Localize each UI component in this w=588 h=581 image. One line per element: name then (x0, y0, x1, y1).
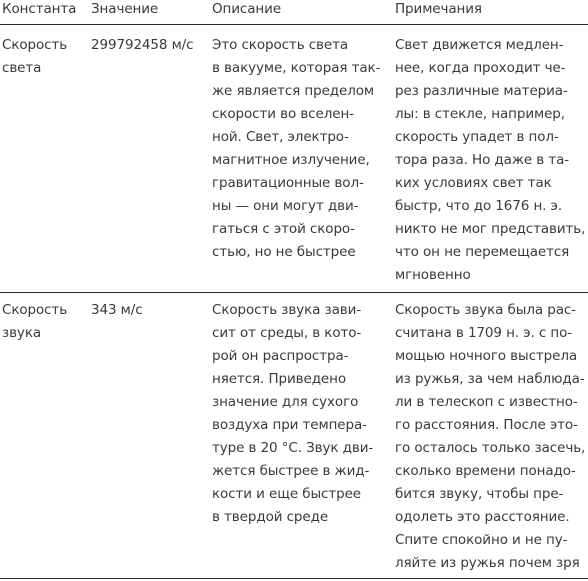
header-description: Описание (212, 1, 282, 17)
row-divider (0, 292, 588, 293)
row-text-line: 299792458 м/с (91, 37, 194, 53)
header-constant: Константа (2, 1, 77, 17)
row-text-line: магнитное излучение, (212, 152, 370, 168)
row-divider (0, 578, 588, 579)
header-value: Значение (91, 1, 159, 17)
header-divider (0, 24, 588, 25)
row-text-line: считана в 1709 н. э. с по- (395, 325, 573, 341)
row-text-line: рез различные материа- (395, 83, 568, 99)
row-text-line: стью, но не быстрее (212, 244, 356, 260)
row-text-line: 343 м/с (91, 302, 143, 318)
row-text-line: тора раза. Но даже в та- (395, 152, 570, 168)
row-text-line: Это скорость света (212, 37, 349, 53)
row-notes (395, 299, 588, 575)
row-text-line: Скорость звука была рас- (395, 302, 576, 318)
row-text-line: Свет движется медлен- (395, 37, 564, 53)
row-notes (395, 34, 588, 287)
row-text-line: из ружья, за чем наблюда- (395, 371, 585, 387)
row-text-line: скорость упадет в пол- (395, 129, 559, 145)
row-text-line: гаться с этой скоро- (212, 221, 355, 237)
row-text-line: кости и еще быстрее (212, 486, 361, 502)
row-text-line: скорости во вселен- (212, 106, 354, 122)
row-text-line: Скорость (2, 302, 68, 318)
row-text-line: же является пределом (212, 83, 375, 99)
row-text-line: никто не мог представить, (395, 221, 586, 237)
row-text-line: сит от среды, в кото- (212, 325, 362, 341)
row-text-line: го расстояния. После это- (395, 417, 578, 433)
row-text-line: в твердой среде (212, 509, 329, 525)
row-text-line: быстр, что до 1676 н. э. (395, 198, 563, 214)
row-text-line: туре в 20 °С. Звук дви- (212, 440, 374, 456)
row-text-line: значение для сухого (212, 394, 359, 410)
row-text-line: ких условиях свет так (395, 175, 552, 191)
row-text-line: нее, когда проходит че- (395, 60, 566, 76)
row-text-line: что он не перемещается (395, 244, 570, 260)
row-text-line: ли в телескоп с известно- (395, 394, 578, 410)
row-text-line: воздуха при темпера- (212, 417, 367, 433)
row-text-line: го осталось только засечь, (395, 440, 586, 456)
row-text-line: ны — они могут дви- (212, 198, 359, 214)
row-text-line: ной. Свет, электро- (212, 129, 349, 145)
row-text-line: Спите спокойно и не пу- (395, 532, 568, 548)
row-text-line: жется быстрее в жид- (212, 463, 370, 479)
row-text-line: Скорость (2, 37, 68, 53)
row-value (91, 299, 211, 322)
row-text-line: ляйте из ружья почем зря (395, 555, 580, 571)
row-text-line: мгновенно (395, 267, 471, 283)
row-description (212, 299, 382, 529)
row-text-line: мощью ночного выстрела (395, 348, 578, 364)
row-text-line: рой он распростра- (212, 348, 349, 364)
row-text-line: одолеть это расстояние. (395, 509, 570, 525)
row-constant (2, 34, 88, 80)
row-text-line: бится звуку, чтобы пре- (395, 486, 564, 502)
row-text-line: лы: в стекле, например, (395, 106, 565, 122)
row-text-line: Скорость звука зави- (212, 302, 362, 318)
row-description (212, 34, 382, 264)
row-text-line: света (2, 60, 42, 76)
table-header (0, 0, 588, 26)
row-text-line: звука (2, 325, 42, 341)
row-text-line: гравитационные вол- (212, 175, 364, 191)
row-text-line: в вакууме, которая так- (212, 60, 381, 76)
row-text-line: сколько времени понадо- (395, 463, 576, 479)
row-value (91, 34, 211, 57)
header-notes: Примечания (395, 1, 482, 17)
row-text-line: няется. Приведено (212, 371, 347, 387)
row-constant (2, 299, 88, 345)
